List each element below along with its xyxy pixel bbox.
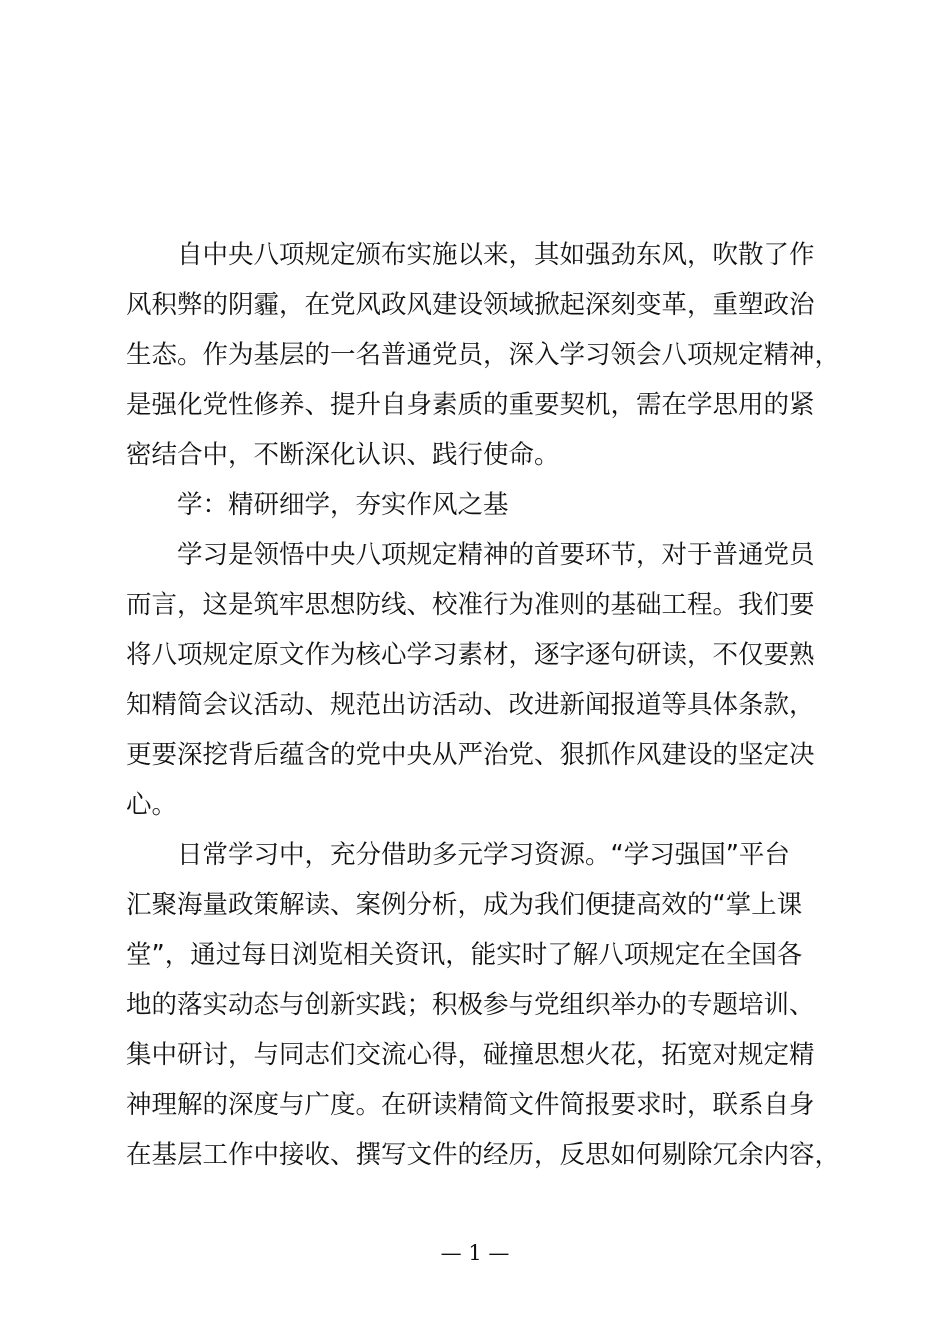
paragraph-1-line: 生态。作为基层的一名普通党员，深入学习领会八项规定精神，	[126, 340, 841, 370]
paragraph-3-line: 日常学习中，充分借助多元学习资源。“学习强国”平台	[177, 840, 790, 870]
paragraph-2-line: 知精简会议活动、规范出访活动、改进新闻报道等具体条款，	[126, 690, 815, 720]
paragraph-2-line: 心。	[126, 790, 178, 820]
paragraph-1-line: 是强化党性修养、提升自身素质的重要契机，需在学思用的紧	[126, 390, 815, 420]
paragraph-2-line: 将八项规定原文作为核心学习素材，逐字逐句研读，不仅要熟	[126, 640, 815, 670]
paragraph-1-line: 密结合中，不断深化认识、践行使命。	[126, 440, 560, 470]
paragraph-3-line: 堂”，通过每日浏览相关资讯，能实时了解八项规定在全国各	[126, 940, 803, 970]
paragraph-2-line: 更要深挖背后蕴含的党中央从严治党、狠抓作风建设的坚定决	[126, 740, 815, 770]
page-number: — 1 —	[440, 1241, 510, 1265]
paragraph-1-line: 自中央八项规定颁布实施以来，其如强劲东风，吹散了作	[177, 240, 815, 270]
paragraph-3-line: 在基层工作中接收、撰写文件的经历，反思如何剔除冗余内容，	[126, 1140, 841, 1170]
paragraph-3-line: 集中研讨，与同志们交流心得，碰撞思想火花，拓宽对规定精	[126, 1040, 815, 1070]
paragraph-3-line: 神理解的深度与广度。在研读精简文件简报要求时，联系自身	[126, 1090, 815, 1120]
paragraph-1-line: 风积弊的阴霾，在党风政风建设领域掀起深刻变革，重塑政治	[126, 290, 815, 320]
paragraph-2-line: 学习是领悟中央八项规定精神的首要环节，对于普通党员	[177, 540, 815, 570]
paragraph-2-line: 而言，这是筑牢思想防线、校准行为准则的基础工程。我们要	[126, 590, 815, 620]
document-body	[126, 230, 841, 1180]
paragraph-3-line: 汇聚海量政策解读、案例分析，成为我们便捷高效的“掌上课	[126, 890, 803, 920]
section-heading: 学：精研细学，夯实作风之基	[177, 490, 509, 520]
paragraph-3-line: 地的落实动态与创新实践；积极参与党组织举办的专题培训、	[126, 990, 815, 1020]
